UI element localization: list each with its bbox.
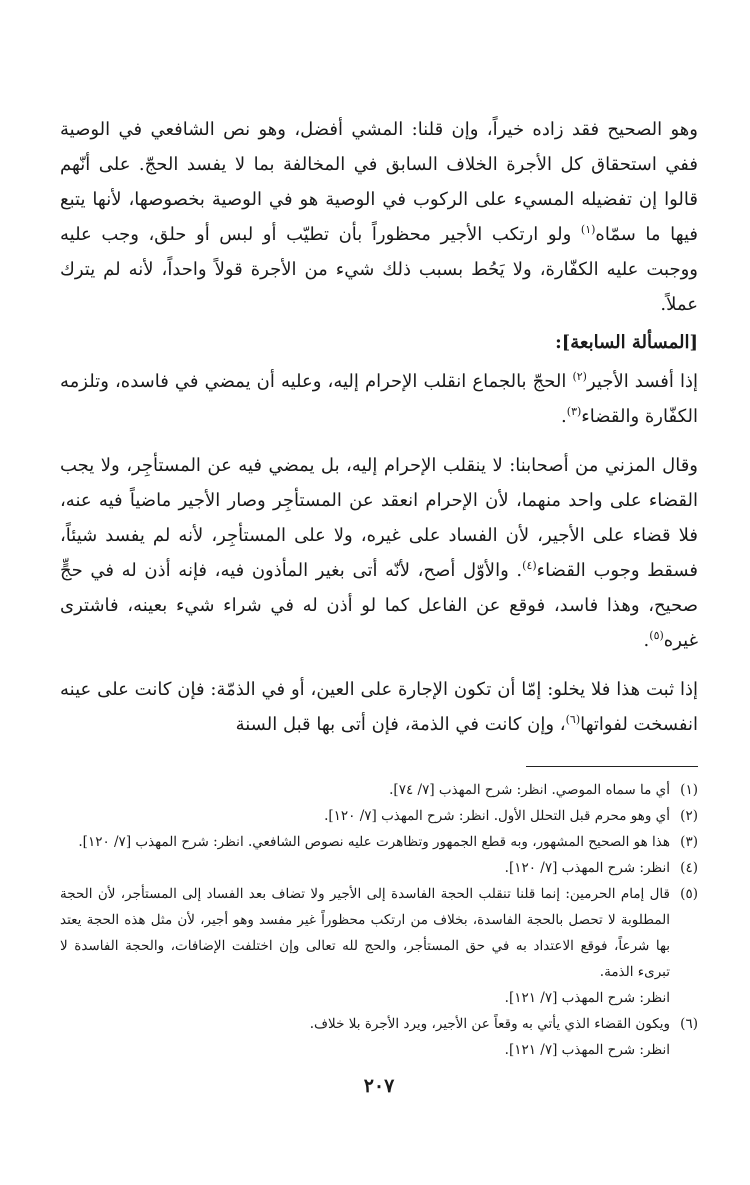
footnote-number: (٣) xyxy=(680,834,698,850)
footnote-number: (٦) xyxy=(680,1016,698,1032)
footnote-ref-3: (٣) xyxy=(566,405,582,418)
footnote-6 xyxy=(60,1011,698,1063)
footnote-1 xyxy=(60,777,698,803)
footnote-text: قال إمام الحرمين: إنما قلنا تنقلب الحجة الفاسدة إلى الأجير ولا تضاف بعد الفساد إلى المستأجر، لأن الحجة المطلوبة لا تحصل بالحجة الفاسدة، بخلاف من ارتكب محظوراً غير مفسد وهو أجير، لأن مثل هذه الحجة يعتد بها شرعاً، فوقع الاعتداد به في حق المستأجر، والحج لله تعالى وإن اختلفت الإضافات، والحجة الفاسدة لا تبرىء الذمة. xyxy=(60,886,670,980)
book-page xyxy=(60,112,698,1097)
footnote-text: هذا هو الصحيح المشهور، وبه قطع الجمهور وتظاهرت عليه نصوص الشافعي. انظر: شرح المهذب [٧/ ١٢٠]. xyxy=(78,834,670,850)
paragraph-1: وهو الصحيح فقد زاده خيراً، وإن قلنا: المشي أفضل، وهو نص الشافعي في الوصية ففي استحقاق كل الأجرة الخلاف السابق في المخالفة بما لا يفسد الحجّ. على أنّهم قالوا إن تفضيله المسيء على الركوب في الوصية هو في الوصية بخصوصها، لأنها يتبع فيها ما سمّاه$^{(١)}$ ولو ارتكب الأجير محظوراً بأن تطيّب أو لبس أو حلق، وجب عليه ووجبت عليه الكفّارة، ولا يَحُط بسبب ذلك شيء من الأجرة قولاً واحداً، لأنه لم يترك عملاً. xyxy=(60,119,698,315)
footnote-number: (٢) xyxy=(680,808,698,824)
footnote-5 xyxy=(60,881,698,1011)
footnote-4 xyxy=(60,855,698,881)
footnote-source: انظر: شرح المهذب [٧/ ١٢١]. xyxy=(504,1042,670,1058)
footnote-number: (٤) xyxy=(680,860,698,876)
footnote-text: أي وهو محرم قبل التحلل الأول. انظر: شرح المهذب [٧/ ١٢٠]. xyxy=(324,808,670,824)
footnote-source: انظر: شرح المهذب [٧/ ١٢١]. xyxy=(504,990,670,1006)
footnote-ref-4: (٤) xyxy=(522,559,537,572)
paragraph-3: وقال المزني من أصحابنا: لا ينقلب الإحرام إليه، بل يمضي فيه عن المستأجِر، ولا يجب القضاء على واحد منهما، لأن الإحرام انعقد عن المستأجِر وصار الأجير ماضياً فيه عنه، فلا قضاء على الأجير، لأن الفساد على غيره، ولا على المستأجِر، لأنه لم يفسد شيئاً، فسقط وجوب القضاء$^{(٤)}$. والأوّل أصح، لأنّه أتى بغير المأذون فيه، فإنه أذن له في حجٍّ صحيح، وهذا فاسد، فوقع عن الفاعل كما لو أذن له في شراء شيء بعينه، فاشترى غيره$^{(٥)}$. xyxy=(60,455,699,651)
footnote-text: ويكون القضاء الذي يأتي به وقعاً عن الأجير، ويرد الأجرة بلا خلاف. xyxy=(309,1016,670,1032)
footnote-separator xyxy=(526,766,698,767)
footnote-text: أي ما سماه الموصي. انظر: شرح المهذب [٧/ ٧٤]. xyxy=(389,782,670,798)
footnote-text: انظر: شرح المهذب [٧/ ١٢٠]. xyxy=(504,860,670,876)
footnote-number: (١) xyxy=(680,782,698,798)
footnote-2 xyxy=(60,803,698,829)
paragraph-4: إذا ثبت هذا فلا يخلو: إمّا أن تكون الإجارة على العين، أو في الذمّة: فإن كانت على عينه انفسخت لفواتها$^{(٦)}$، وإن كانت في الذمة، فإن أتى بها قبل السنة xyxy=(60,679,698,735)
footnote-ref-6: (٦) xyxy=(565,713,581,726)
footnote-ref-2: (٢) xyxy=(572,370,587,383)
paragraph-2: إذا أفسد الأجير$^{(٢)}$ الحجّ بالجماع انقلب الإحرام إليه، وعليه أن يمضي في فاسده، وتلزمه الكفّارة والقضاء$^{(٣)}$. xyxy=(60,370,698,427)
section-heading: [المسألة السابعة]: xyxy=(555,332,698,353)
footnote-3 xyxy=(60,829,698,855)
footnotes-list xyxy=(60,777,698,1063)
footnote-ref-5: (٥) xyxy=(649,629,664,642)
page-number: ٢٠٧ xyxy=(363,1075,395,1097)
footnote-number: (٥) xyxy=(680,886,698,902)
footnote-ref-1: (١) xyxy=(580,223,596,236)
